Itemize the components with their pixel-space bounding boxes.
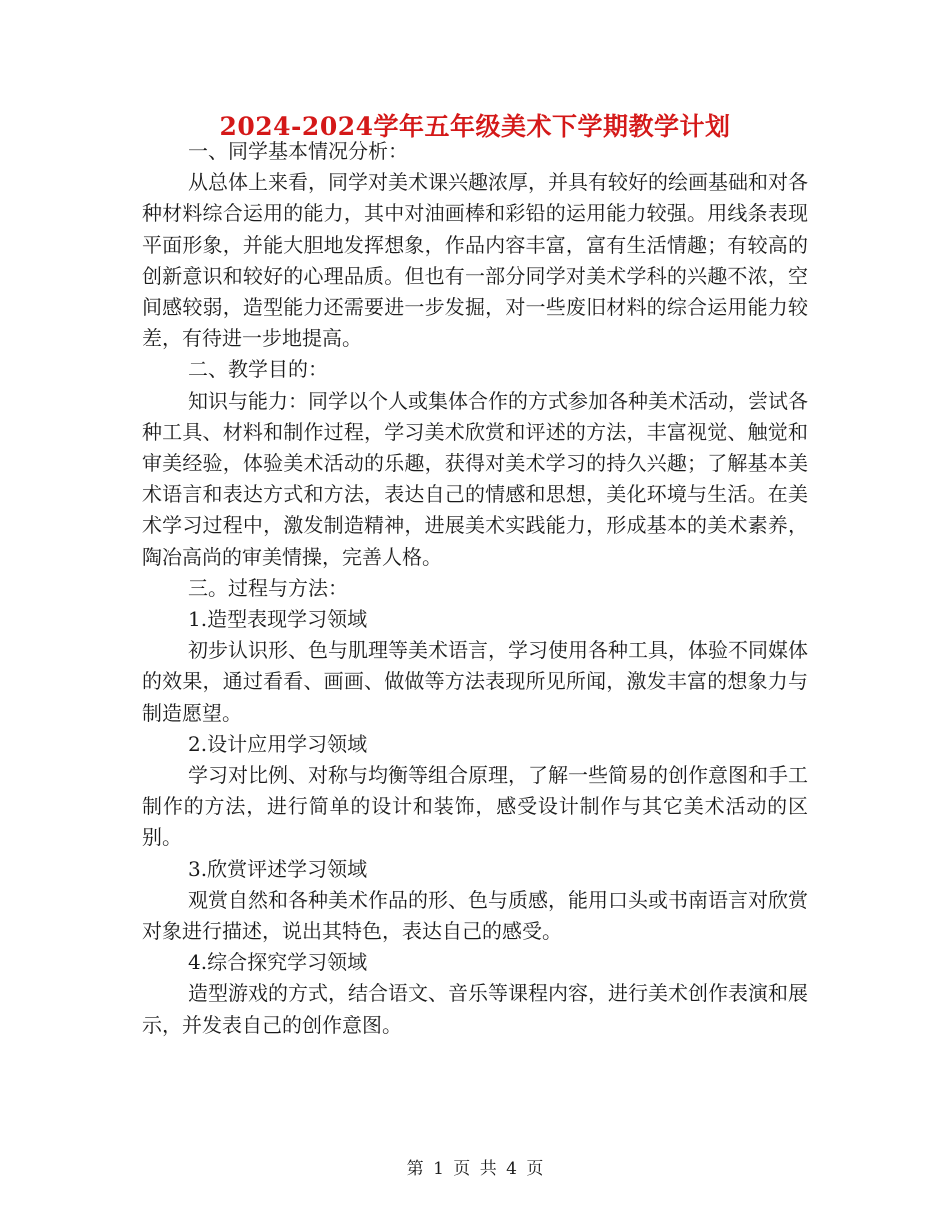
item-heading-appreciation: 3.欣赏评述学习领域 — [188, 856, 368, 881]
item-heading-design: 2.设计应用学习领域 — [188, 731, 368, 756]
section-heading-process-methods: 三。过程与方法： — [188, 575, 348, 600]
item-heading-modeling: 1.造型表现学习领域 — [188, 607, 368, 632]
paragraph-student-analysis: 从总体上来看，同学对美术课兴趣浓厚，并具有较好的绘画基础和对各种材料综合运用的能力，其中对油画棒和彩铅的运用能力较强。用线条表现平面形象，并能大胆地发挥想象，作品内容丰富，富有生活情趣；有较高的创新意识和较好的心理品质。但也有一部分同学对美术学科的兴趣不浓，空间感较弱，造型能力还需要进一步发掘，对一些废旧材料的综合运用能力较差，有待进一步地提高。 — [142, 170, 808, 351]
paragraph-integrated: 造型游戏的方式，结合语文、音乐等课程内容，进行美术创作表演和展示，并发表自己的创作意图。 — [142, 981, 808, 1037]
section-heading-teaching-goals: 二、教学目的： — [188, 357, 328, 382]
document-title: 2024-2024学年五年级美术下学期教学计划 — [219, 112, 731, 141]
document-body — [142, 136, 808, 1041]
item-heading-integrated: 4.综合探究学习领域 — [188, 950, 368, 975]
section-heading-student-analysis: 一、同学基本情况分析： — [188, 139, 408, 163]
paragraph-teaching-goals: 知识与能力：同学以个人或集体合作的方式参加各种美术活动，尝试各种工具、材料和制作过程，学习美术欣赏和评述的方法，丰富视觉、触觉和审美经验，体验美术活动的乐趣，获得对美术学习的持久兴趣；了解基本美术语言和表达方式和方法，表达自己的情感和思想，美化环境与生活。在美术学习过程中，激发制造精神，进展美术实践能力，形成基本的美术素养，陶冶高尚的审美情操，完善人格。 — [142, 388, 808, 569]
page-number-footer: 第 1 页 共 4 页 — [406, 1159, 544, 1179]
paragraph-design: 学习对比例、对称与均衡等组合原理，了解一些简易的创作意图和手工制作的方法，进行简单的设计和装饰，感受设计制作与其它美术活动的区别。 — [142, 763, 808, 850]
paragraph-appreciation: 观赏自然和各种美术作品的形、色与质感，能用口头或书南语言对欣赏对象进行描述，说出其特色，表达自己的感受。 — [142, 887, 808, 944]
paragraph-modeling: 初步认识形、色与肌理等美术语言，学习使用各种工具，体验不同媒体的效果，通过看看、画画、做做等方法表现所见所闻，激发丰富的想象力与制造愿望。 — [142, 638, 808, 725]
